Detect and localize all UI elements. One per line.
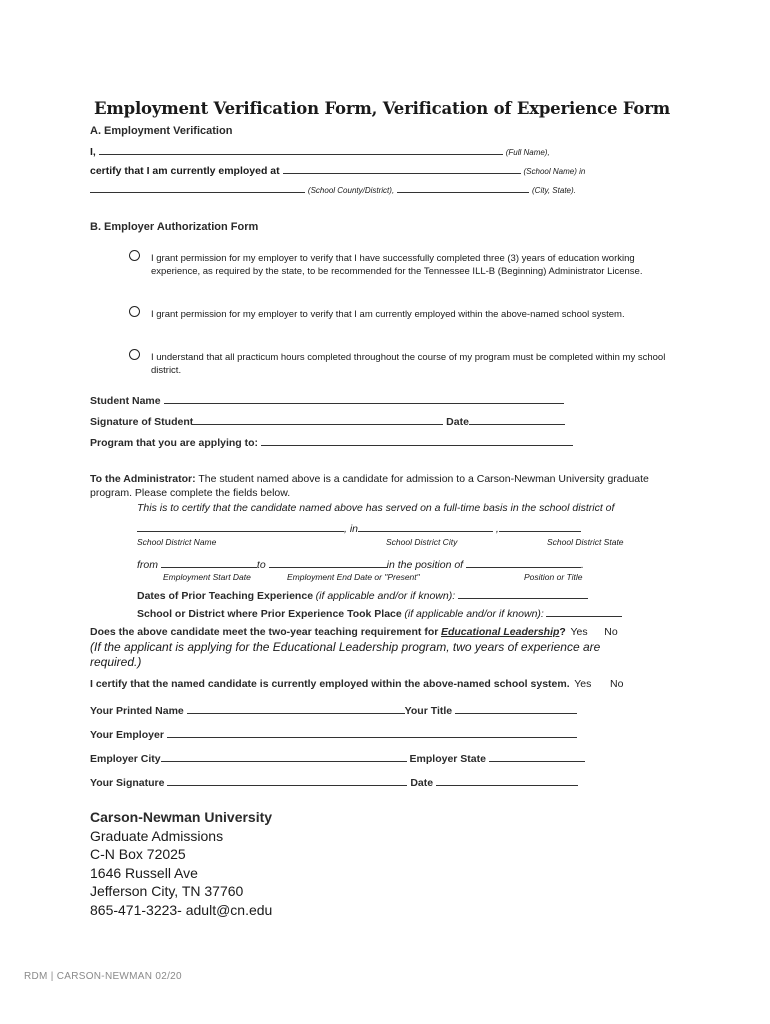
question-yes-option[interactable]: Yes: [570, 626, 588, 638]
program-row: [90, 435, 573, 449]
your-date-label: Date: [410, 777, 434, 789]
district-state-field[interactable]: [499, 521, 581, 532]
city-address: Jefferson City, TN 37760: [90, 883, 244, 899]
district-row: , in ,: [137, 521, 581, 535]
prior-dates-note: (if applicable and/or if known):: [315, 590, 456, 602]
end-date-field[interactable]: [269, 557, 387, 568]
location-row: [90, 182, 576, 196]
employed-no-option[interactable]: No: [610, 678, 624, 690]
position-label: in the position of: [386, 559, 464, 571]
prior-dates-field[interactable]: [458, 588, 588, 599]
end-date-label: Employment End Date or "Present": [287, 572, 420, 582]
program-label: Program that you are applying to:: [90, 437, 259, 449]
section-b-heading: B. Employer Authorization Form: [90, 221, 259, 233]
employer-location-row: [90, 751, 585, 765]
your-signature-label: Your Signature: [90, 777, 165, 789]
employer-state-field[interactable]: [489, 751, 585, 762]
i-prefix: I,: [90, 146, 96, 158]
student-signature-field[interactable]: [193, 414, 443, 425]
prior-place-label: School or District where Prior Experience Took Place: [137, 608, 402, 620]
city-state-field[interactable]: [397, 182, 529, 193]
your-signature-field[interactable]: [167, 775, 407, 786]
certify-employed-text: I certify that the named candidate is currently employed within the above-named school system.: [90, 678, 570, 690]
district-name-label: School District Name: [137, 537, 217, 547]
employed-yes-option[interactable]: Yes: [574, 678, 592, 690]
employer-row: [90, 727, 577, 741]
printed-name-label: Your Printed Name: [90, 705, 184, 717]
prior-dates-row: [137, 588, 588, 602]
employer-label: Your Employer: [90, 729, 164, 741]
radio-option-2[interactable]: [129, 306, 140, 317]
prior-place-row: [137, 606, 622, 620]
prior-place-note: (if applicable and/or if known):: [404, 608, 544, 620]
start-date-label: Employment Start Date: [163, 572, 251, 582]
radio-option-3[interactable]: [129, 349, 140, 360]
box-address: C-N Box 72025: [90, 846, 186, 862]
employer-city-label: Employer City: [90, 753, 161, 765]
admin-intro: [90, 472, 650, 500]
title-field[interactable]: [455, 703, 577, 714]
certify-service-text: This is to certify that the candidate named above has served on a full-time basis in the school district of: [137, 502, 615, 514]
employer-state-label: Employer State: [409, 753, 486, 765]
program-field[interactable]: [261, 435, 573, 446]
printed-name-row: [90, 703, 577, 717]
section-a-heading: A. Employment Verification: [90, 125, 233, 137]
employer-field[interactable]: [167, 727, 577, 738]
student-name-label: Student Name: [90, 395, 161, 407]
contact-info: 865-471-3223- adult@cn.edu: [90, 901, 273, 918]
district-city-field[interactable]: [358, 521, 493, 532]
dept-name: Graduate Admissions: [90, 827, 224, 844]
question-mark: ?: [559, 626, 566, 638]
city-state-hint: (City, State).: [532, 186, 576, 195]
certify-employed-row: [90, 678, 623, 690]
student-signature-label: Signature of Student: [90, 416, 194, 428]
admin-intro-text: The student named above is a candidate for admission to a Carson-Newman University graduate program. Please complete the fields below.: [90, 473, 649, 499]
employed-text: certify that I am currently employed at: [90, 165, 280, 177]
county-hint: (School County/District),: [307, 186, 395, 195]
title-label: Your Title: [404, 705, 453, 717]
employer-city-field[interactable]: [161, 751, 407, 762]
district-city-label: School District City: [386, 537, 458, 547]
student-signature-row: [90, 414, 565, 428]
district-name-field[interactable]: [137, 521, 344, 532]
prior-place-field[interactable]: [546, 606, 622, 617]
your-date-field[interactable]: [436, 775, 578, 786]
address-block: [90, 808, 272, 919]
employed-row: [90, 163, 585, 177]
option-2-text: I grant permission for my employer to verify that I am currently employed within the above-named school system.: [151, 309, 625, 320]
page-title: Employment Verification Form, Verification of Experience Form: [94, 99, 670, 118]
student-date-field[interactable]: [469, 414, 565, 425]
two-year-question: [90, 626, 618, 638]
student-name-field[interactable]: [164, 393, 564, 404]
educational-leadership-link[interactable]: Educational Leadership: [440, 626, 560, 638]
to-label: to: [256, 559, 266, 571]
district-state-label: School District State: [547, 537, 624, 547]
page-footer: RDM | CARSON-NEWMAN 02/20: [24, 971, 182, 982]
admin-intro-prefix: To the Administrator:: [90, 473, 196, 485]
position-field[interactable]: [466, 557, 581, 568]
printed-name-field[interactable]: [187, 703, 405, 714]
county-field[interactable]: [90, 182, 305, 193]
option-1-text: I grant permission for my employer to verify that I have successfully completed three (3) years of education working experience, as required by the state, to be recommended for the Tennessee ILL-B (Beginning) Administrator License.: [151, 253, 643, 277]
prior-dates-label: Dates of Prior Teaching Experience: [137, 590, 314, 602]
full-name-field[interactable]: [99, 144, 503, 155]
position-title-label: Position or Title: [524, 572, 583, 582]
student-date-label: Date: [446, 416, 469, 428]
street-address: 1646 Russell Ave: [90, 864, 198, 881]
full-name-row: [90, 144, 550, 158]
question-no-option[interactable]: No: [604, 626, 618, 638]
from-label: from: [137, 559, 158, 571]
radio-option-1[interactable]: [129, 250, 140, 261]
dates-row: from to in the position of .: [137, 559, 584, 571]
full-name-hint: (Full Name),: [505, 148, 550, 157]
school-name-hint: (School Name) in: [523, 167, 586, 176]
org-name: Carson-Newman University: [90, 809, 273, 825]
signature-row: [90, 775, 578, 789]
student-name-row: [90, 393, 564, 407]
question-note: (If the applicant is applying for the Educational Leadership program, two years of experience are required.): [90, 640, 601, 669]
option-3-text: I understand that all practicum hours completed throughout the course of my program must be completed within my school district.: [151, 352, 666, 376]
question-text: Does the above candidate meet the two-year teaching requirement for: [90, 626, 439, 638]
school-name-field[interactable]: [283, 163, 521, 174]
start-date-field[interactable]: [161, 557, 257, 568]
